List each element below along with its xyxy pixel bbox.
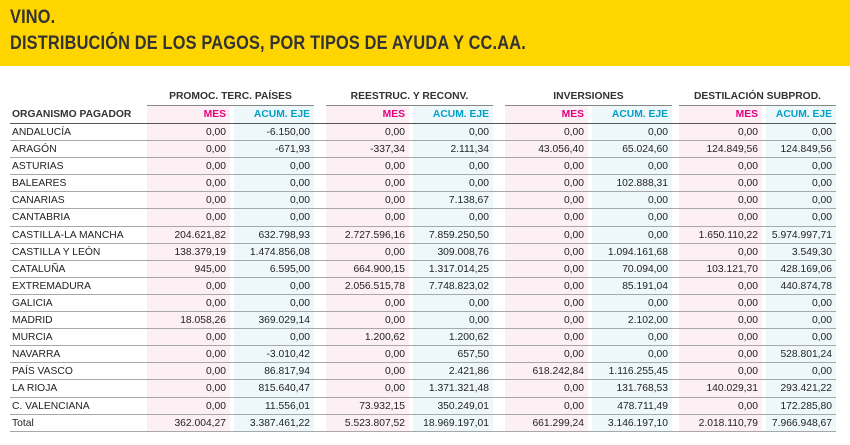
cell-destilacion-acum: 0,00 [766,192,836,208]
table-row [10,380,836,397]
table-row [10,329,836,346]
row-header-organismo: ORGANISMO PAGADOR [12,109,132,120]
cell-destilacion-mes: 0,00 [679,363,762,379]
cell-reestructuracion-acum: 0,00 [413,158,493,174]
cell-inversiones-acum: 0,00 [592,158,672,174]
cell-reestructuracion-mes: 0,00 [326,192,409,208]
cell-organismo: ARAGÓN [12,144,57,156]
cell-destilacion-acum: 0,00 [766,295,836,311]
cell-reestructuracion-acum: 0,00 [413,312,493,328]
cell-destilacion-acum: 5.974.997,71 [766,227,836,243]
cell-reestructuracion-mes: 0,00 [326,244,409,260]
col-header-acum-eje: ACUM. EJE [766,106,836,123]
cell-destilacion-mes: 0,00 [679,124,762,140]
cell-reestructuracion-acum: 7.859.250,50 [413,227,493,243]
cell-inversiones-mes: 0,00 [505,329,588,345]
cell-promocion-acum: 0,00 [234,209,314,225]
cell-promocion-mes: 0,00 [147,158,230,174]
cell-organismo: ANDALUCÍA [12,127,71,138]
cell-promocion-mes: 0,00 [147,380,230,396]
table-row [10,209,836,226]
cell-inversiones-acum: 0,00 [592,329,672,345]
group-header-inversiones: INVERSIONES [505,88,672,106]
table-row [10,261,836,278]
cell-promocion-acum: 0,00 [234,329,314,345]
cell-organismo: CANTABRIA [12,212,71,224]
table-row [10,141,836,158]
cell-inversiones-mes: 43.056,40 [505,141,588,157]
table-row [10,278,836,295]
cell-organismo: CANARIAS [12,195,65,207]
cell-reestructuracion-mes: 2.056.515,78 [326,278,409,294]
table-row [10,124,836,141]
cell-organismo: NAVARRA [12,349,61,361]
cell-promocion-acum: 86.817,94 [234,363,314,379]
cell-inversiones-mes: 0,00 [505,175,588,191]
col-header-acum-eje: ACUM. EJE [234,106,314,123]
cell-inversiones-acum: 0,00 [592,227,672,243]
cell-reestructuracion-acum: 657,50 [413,346,493,362]
cell-inversiones-acum: 3.146.197,10 [592,415,672,431]
cell-reestructuracion-mes: 2.727.596,16 [326,227,409,243]
cell-reestructuracion-mes: 1.200,62 [326,329,409,345]
cell-promocion-acum: 0,00 [234,175,314,191]
cell-destilacion-mes: 0,00 [679,278,762,294]
cell-promocion-acum: 369.029,14 [234,312,314,328]
cell-destilacion-mes: 0,00 [679,244,762,260]
cell-promocion-mes: 0,00 [147,363,230,379]
cell-organismo: MADRID [12,315,53,327]
cell-destilacion-mes: 0,00 [679,295,762,311]
title-line-1: VINO. [10,7,56,28]
cell-reestructuracion-mes: 0,00 [326,295,409,311]
cell-reestructuracion-mes: 0,00 [326,209,409,225]
cell-organismo: Total [12,417,34,429]
cell-destilacion-acum: 0,00 [766,329,836,345]
group-header-promocion: PROMOC. TERC. PAÍSES [147,88,314,106]
cell-reestructuracion-acum: 0,00 [413,124,493,140]
cell-inversiones-mes: 0,00 [505,312,588,328]
cell-inversiones-acum: 70.094,00 [592,261,672,277]
cell-reestructuracion-acum: 1.371.321,48 [413,380,493,396]
cell-inversiones-mes: 0,00 [505,124,588,140]
col-header-mes: MES [505,106,588,123]
cell-destilacion-acum: 124.849,56 [766,141,836,157]
cell-promocion-mes: 0,00 [147,398,230,414]
cell-destilacion-mes: 103.121,70 [679,261,762,277]
cell-destilacion-mes: 140.029,31 [679,380,762,396]
cell-promocion-mes: 0,00 [147,329,230,345]
cell-destilacion-mes: 0,00 [679,175,762,191]
cell-reestructuracion-mes: 73.932,15 [326,398,409,414]
cell-promocion-acum: 0,00 [234,192,314,208]
cell-destilacion-mes: 0,00 [679,346,762,362]
cell-promocion-mes: 18.058,26 [147,312,230,328]
cell-destilacion-acum: 0,00 [766,124,836,140]
cell-destilacion-acum: 528.801,24 [766,346,836,362]
cell-promocion-acum: 632.798,93 [234,227,314,243]
cell-inversiones-acum: 0,00 [592,295,672,311]
cell-inversiones-acum: 85.191,04 [592,278,672,294]
cell-promocion-acum: -6.150,00 [234,124,314,140]
total-row-container [10,415,836,432]
cell-inversiones-acum: 0,00 [592,124,672,140]
cell-destilacion-mes: 0,00 [679,398,762,414]
cell-promocion-mes: 362.004,27 [147,415,230,431]
cell-destilacion-mes: 0,00 [679,329,762,345]
cell-inversiones-mes: 0,00 [505,261,588,277]
payments-table [10,88,836,432]
cell-reestructuracion-mes: 0,00 [326,312,409,328]
cell-promocion-acum: 11.556,01 [234,398,314,414]
cell-organismo: CASTILLA Y LEÓN [12,246,101,258]
cell-inversiones-acum: 1.116.255,45 [592,363,672,379]
cell-promocion-mes: 0,00 [147,175,230,191]
cell-destilacion-acum: 0,00 [766,209,836,225]
table-row [10,295,836,312]
cell-inversiones-acum: 1.094.161,68 [592,244,672,260]
cell-destilacion-acum: 0,00 [766,363,836,379]
cell-destilacion-acum: 440.874,78 [766,278,836,294]
cell-inversiones-mes: 0,00 [505,398,588,414]
cell-reestructuracion-mes: 5.523.807,52 [326,415,409,431]
cell-inversiones-acum: 65.024,60 [592,141,672,157]
cell-inversiones-mes: 0,00 [505,227,588,243]
cell-inversiones-mes: 661.299,24 [505,415,588,431]
cell-destilacion-mes: 0,00 [679,158,762,174]
cell-reestructuracion-mes: 0,00 [326,124,409,140]
col-header-acum-eje: ACUM. EJE [592,106,672,123]
total-row [10,415,836,432]
cell-organismo: MURCIA [12,332,53,344]
cell-destilacion-mes: 2.018.110,79 [679,415,762,431]
cell-reestructuracion-mes: 0,00 [326,346,409,362]
cell-destilacion-mes: 124.849,56 [679,141,762,157]
table-row [10,398,836,415]
cell-promocion-mes: 0,00 [147,192,230,208]
cell-promocion-acum: 1.474.856,08 [234,244,314,260]
cell-destilacion-mes: 0,00 [679,312,762,328]
col-header-mes: MES [147,106,230,123]
cell-promocion-mes: 0,00 [147,124,230,140]
cell-reestructuracion-acum: 309.008,76 [413,244,493,260]
cell-inversiones-acum: 0,00 [592,346,672,362]
cell-inversiones-mes: 618.242,84 [505,363,588,379]
cell-organismo: PAÍS VASCO [12,366,73,378]
cell-reestructuracion-mes: 0,00 [326,158,409,174]
col-header-mes: MES [326,106,409,123]
cell-inversiones-mes: 0,00 [505,244,588,260]
cell-inversiones-mes: 0,00 [505,346,588,362]
column-header-row [10,106,836,124]
cell-promocion-mes: 0,00 [147,346,230,362]
cell-organismo: CATALUÑA [12,263,66,275]
cell-promocion-acum: 0,00 [234,295,314,311]
cell-promocion-mes: 0,00 [147,141,230,157]
cell-destilacion-mes: 1.650.110,22 [679,227,762,243]
cell-inversiones-acum: 0,00 [592,209,672,225]
table-row [10,346,836,363]
cell-inversiones-acum: 102.888,31 [592,175,672,191]
cell-reestructuracion-acum: 2.111,34 [413,141,493,157]
cell-organismo: BALEARES [12,178,67,190]
cell-promocion-acum: 0,00 [234,278,314,294]
cell-promocion-mes: 204.621,82 [147,227,230,243]
cell-destilacion-mes: 0,00 [679,209,762,225]
cell-inversiones-mes: 0,00 [505,209,588,225]
cell-promocion-mes: 0,00 [147,278,230,294]
cell-promocion-acum: -3.010,42 [234,346,314,362]
cell-inversiones-mes: 0,00 [505,295,588,311]
table-row [10,175,836,192]
cell-inversiones-acum: 478.711,49 [592,398,672,414]
table-row [10,158,836,175]
title-banner [0,0,850,66]
cell-destilacion-acum: 428.169,06 [766,261,836,277]
cell-destilacion-mes: 0,00 [679,192,762,208]
cell-organismo: GALICIA [12,297,53,309]
table-row [10,192,836,209]
cell-destilacion-acum: 7.966.948,67 [766,415,836,431]
cell-reestructuracion-acum: 0,00 [413,295,493,311]
group-header-row [10,88,836,106]
cell-promocion-mes: 945,00 [147,261,230,277]
cell-destilacion-acum: 172.285,80 [766,398,836,414]
cell-reestructuracion-acum: 7.748.823,02 [413,278,493,294]
cell-inversiones-mes: 0,00 [505,380,588,396]
cell-promocion-acum: 6.595,00 [234,261,314,277]
cell-organismo: EXTREMADURA [12,280,91,292]
cell-reestructuracion-mes: 664.900,15 [326,261,409,277]
cell-promocion-acum: 0,00 [234,158,314,174]
cell-reestructuracion-mes: -337,34 [326,141,409,157]
cell-reestructuracion-acum: 2.421,86 [413,363,493,379]
cell-inversiones-mes: 0,00 [505,278,588,294]
cell-destilacion-acum: 0,00 [766,175,836,191]
cell-organismo: C. VALENCIANA [12,400,90,412]
cell-inversiones-mes: 0,00 [505,158,588,174]
cell-inversiones-acum: 131.768,53 [592,380,672,396]
cell-promocion-acum: 3.387.461,22 [234,415,314,431]
cell-reestructuracion-acum: 7.138,67 [413,192,493,208]
cell-destilacion-acum: 0,00 [766,312,836,328]
table-body [10,124,836,415]
table-row [10,244,836,261]
cell-reestructuracion-acum: 350.249,01 [413,398,493,414]
cell-reestructuracion-mes: 0,00 [326,363,409,379]
cell-destilacion-acum: 3.549,30 [766,244,836,260]
cell-inversiones-acum: 2.102,00 [592,312,672,328]
cell-inversiones-acum: 0,00 [592,192,672,208]
cell-reestructuracion-acum: 1.317.014,25 [413,261,493,277]
cell-destilacion-acum: 293.421,22 [766,380,836,396]
cell-reestructuracion-mes: 0,00 [326,380,409,396]
cell-promocion-mes: 0,00 [147,295,230,311]
cell-reestructuracion-acum: 0,00 [413,209,493,225]
cell-destilacion-acum: 0,00 [766,158,836,174]
table-row [10,312,836,329]
col-header-acum-eje: ACUM. EJE [413,106,493,123]
cell-inversiones-mes: 0,00 [505,192,588,208]
cell-promocion-acum: -671,93 [234,141,314,157]
cell-reestructuracion-acum: 0,00 [413,175,493,191]
group-header-reestructuracion: REESTRUC. Y RECONV. [326,88,493,106]
cell-reestructuracion-acum: 18.969.197,01 [413,415,493,431]
cell-organismo: LA RIOJA [12,383,58,395]
table-row [10,227,836,244]
cell-promocion-mes: 138.379,19 [147,244,230,260]
cell-organismo: ASTURIAS [12,161,64,173]
col-header-mes: MES [679,106,762,123]
group-header-destilacion: DESTILACIÓN SUBPROD. [679,88,836,106]
title-line-2: DISTRIBUCIÓN DE LOS PAGOS, POR TIPOS DE AYUDA Y CC.AA. [10,33,526,54]
table-row [10,363,836,380]
cell-promocion-mes: 0,00 [147,209,230,225]
cell-organismo: CASTILLA-LA MANCHA [12,229,124,241]
cell-promocion-acum: 815.640,47 [234,380,314,396]
cell-reestructuracion-mes: 0,00 [326,175,409,191]
cell-reestructuracion-acum: 1.200,62 [413,329,493,345]
